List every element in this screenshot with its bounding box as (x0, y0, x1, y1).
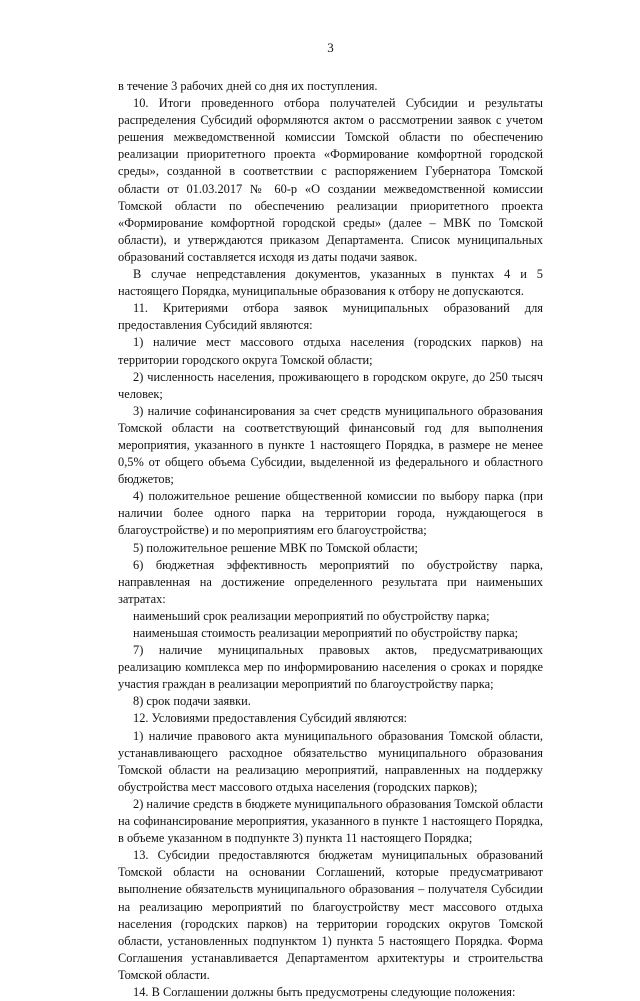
paragraph-item-10: 10. Итоги проведенного отбора получателей Субсидии и результаты распределения Субсидий оформляются актом о рассмотрении заявок с учетом решения межведомственной комиссии Томской области по обеспечению реализации приоритетного проекта «Формирование комфортной городской среды», созданной в соответствии с распоряжением Губернатора Томской области от 01.03.2017 № 60-р «О создании межведомственной комиссии Томской области по обеспечению реализации приоритетного проекта «Формирование комфортной городской среды» (далее – МВК по Томской области), и утверждаются приказом Департамента. Список муниципальных образований составляется исходя из даты подачи заявок. (118, 96, 543, 264)
page-number: 3 (327, 40, 334, 55)
condition-2: 2) наличие средств в бюджете муниципального образования Томской области на софинансирование мероприятия, указанного в пункте 1 настоящего Порядка, в объеме указанном в подпункте 3) пункта 11 настоящего Порядка; (118, 796, 543, 846)
criterion-6-sub-term: наименьший срок реализации мероприятий по обустройству парка; (133, 608, 490, 623)
condition-1: 1) наличие правового акта муниципального образования Томской области, устанавливающего расходное обязательство муниципального образования Томской области на реализацию мероприятий, направленных на поддержку обустройства мест массового отдыха населения (городских парков); (118, 728, 543, 794)
criterion-3: 3) наличие софинансирования за счет средств муниципального образования Томской области на соответствующий финансовый год для выполнения мероприятия, указанного в пункте 1 настоящего Порядка, в размере не менее 0,5% от общего объема Субсидии, выделенной из федерального и областного бюджетов; (118, 403, 543, 487)
paragraph-item-13: 13. Субсидии предоставляются бюджетам муниципальных образований Томской области на основании Соглашений, которые предусматривают выполнение обязательств муниципального образования – получателя Субсидии на реализацию мероприятий по благоустройству мест массового отдыха населения (городских парков) на территории городских округов Томской области, установленных подпунктом 1) пункта 5 настоящего Порядка. Форма Соглашения устанавливается Департаментом архитектуры и строительства Томской области. (118, 848, 543, 982)
criterion-7: 7) наличие муниципальных правовых актов, предусматривающих реализацию комплекса мер по информированию населения о сроках и порядке участия граждан в реализации мероприятий по благоустройству парка; (118, 643, 543, 692)
paragraph-non-submission: В случае непредставления документов, указанных в пунктах 4 и 5 настоящего Порядка, муниципальные образования к отбору не допускаются. (118, 267, 543, 299)
paragraph-item-11: 11. Критериями отбора заявок муниципальных образований для предоставления Субсидий являются: (118, 301, 543, 333)
document-page (118, 40, 543, 1001)
criterion-5: 5) положительное решение МВК по Томской области; (133, 540, 418, 555)
paragraph-item-12: 12. Условиями предоставления Субсидий являются: (133, 711, 408, 726)
criterion-8: 8) срок подачи заявки. (133, 694, 251, 709)
paragraph-item-14: 14. В Соглашении должны быть предусмотрены следующие положения: (133, 984, 516, 999)
criterion-6-sub-cost: наименьшая стоимость реализации мероприятий по обустройству парка; (133, 626, 519, 640)
criterion-2: 2) численность населения, проживающего в городском округе, до 250 тысяч человек; (118, 369, 543, 401)
criterion-1: 1) наличие мест массового отдыха населения (городских парков) на территории городского округа Томской области; (118, 335, 543, 367)
criterion-4: 4) положительное решение общественной комиссии по выбору парка (при наличии более одного парка на территории города, нуждающегося в благоустройстве) и по мероприятиям его благоустройства; (118, 489, 543, 538)
paragraph-continuation: в течение 3 рабочих дней со дня их поступления. (118, 79, 378, 93)
criterion-6: 6) бюджетная эффективность мероприятий по обустройству парка, направленная на достижение определенного результата при наименьших затратах: (118, 557, 543, 606)
